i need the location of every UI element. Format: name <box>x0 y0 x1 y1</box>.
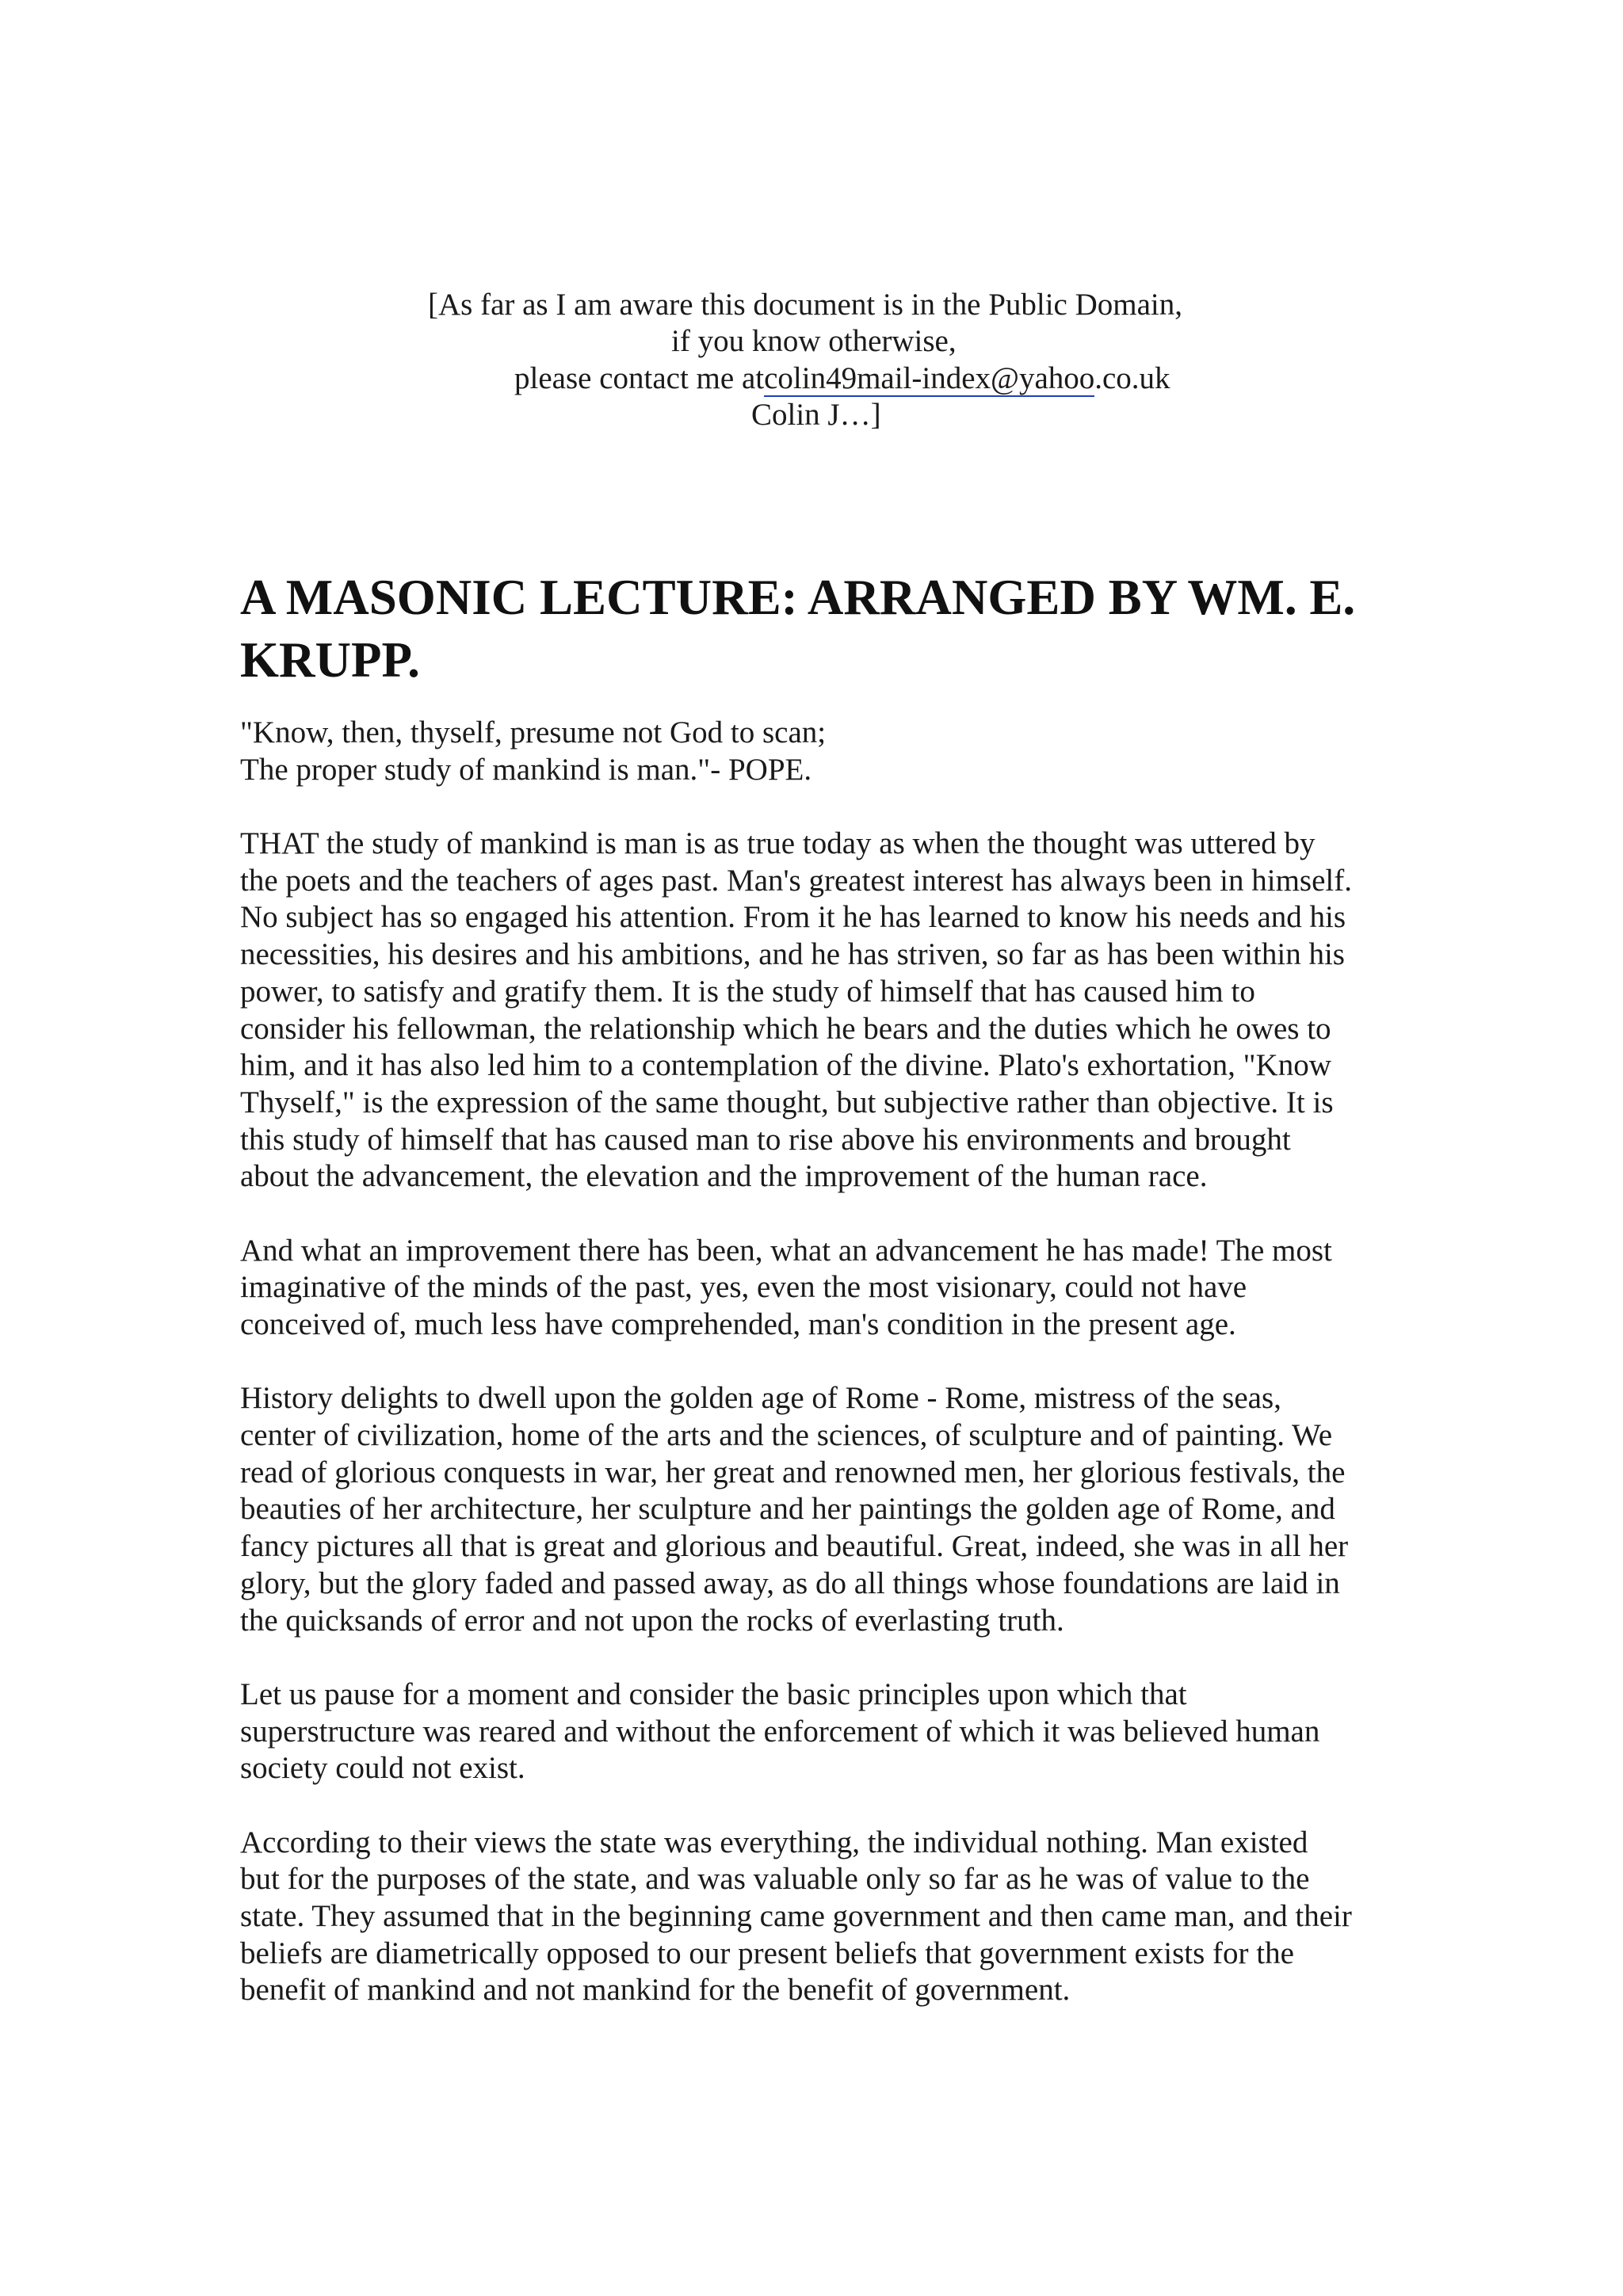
paragraph-line: center of civilization, home of the arts and the sciences, of sculpture and of painting. We <box>240 1418 1333 1453</box>
paragraph-line: According to their views the state was everything, the individual nothing. Man existed <box>240 1825 1308 1859</box>
paragraph-line: the poets and the teachers of ages past. Man's greatest interest has always been in himself. <box>240 863 1352 898</box>
paragraph-line: And what an improvement there has been, what an advancement he has made! The most <box>240 1233 1332 1268</box>
paragraph-line: conceived of, much less have comprehended, man's condition in the present age. <box>240 1307 1236 1341</box>
document-title <box>240 566 1413 692</box>
email-link[interactable]: colin49mail-index@yahoo <box>764 361 1095 395</box>
paragraph-line: fancy pictures all that is great and glorious and beautiful. Great, indeed, she was in all her <box>240 1529 1349 1564</box>
paragraph-line: this study of himself that has caused man to rise above his environments and brought <box>240 1122 1291 1157</box>
paragraph-line: but for the purposes of the state, and was valuable only so far as he was of value to the <box>240 1862 1310 1897</box>
title-line: KRUPP. <box>240 632 420 688</box>
paragraph-line: superstructure was reared and without the enforcement of which it was believed human <box>240 1714 1320 1749</box>
paragraph <box>240 1825 1429 2009</box>
paragraph-line: state. They assumed that in the beginning came government and then came man, and their <box>240 1899 1352 1933</box>
paragraph-line: read of glorious conquests in war, her great and renowned men, her glorious festivals, the <box>240 1455 1346 1489</box>
paragraph-line: him, and it has also led him to a contemplation of the divine. Plato's exhortation, "Know <box>240 1048 1331 1083</box>
paragraph-line: beliefs are diametrically opposed to our present beliefs that government exists for the <box>240 1936 1294 1970</box>
epigraph <box>240 715 1429 788</box>
title-line: A MASONIC LECTURE: ARRANGED BY WM. E. <box>240 570 1356 625</box>
paragraph-line: No subject has so engaged his attention. From it he has learned to know his needs and his <box>240 900 1346 935</box>
paragraph-line: power, to satisfy and gratify them. It is the study of himself that has caused him to <box>240 974 1255 1009</box>
paragraph <box>240 1676 1429 1787</box>
paragraph-line: THAT the study of mankind is man is as true today as when the thought was uttered by <box>240 826 1316 861</box>
notice-contact-line <box>514 360 1170 397</box>
notice-line: [As far as I am aware this document is in the Public Domain, <box>428 288 1183 322</box>
notice-signature: Colin J…] <box>751 398 881 432</box>
epigraph-line: The proper study of mankind is man."- POPE. <box>240 752 812 787</box>
paragraph <box>240 1233 1429 1344</box>
paragraph <box>240 826 1429 1196</box>
epigraph-line: "Know, then, thyself, presume not God to scan; <box>240 715 827 749</box>
paragraph <box>240 1380 1429 1639</box>
paragraph-line: the quicksands of error and not upon the rocks of everlasting truth. <box>240 1603 1064 1638</box>
paragraph-line: imaginative of the minds of the past, yes, even the most visionary, could not have <box>240 1270 1247 1305</box>
notice-contact-suffix: .co.uk <box>1094 361 1170 395</box>
paragraph-line: beauties of her architecture, her sculpture and her paintings the golden age of Rome, and <box>240 1492 1335 1527</box>
document-body <box>240 715 1429 2046</box>
paragraph-line: Thyself," is the expression of the same thought, but subjective rather than objective. It is <box>240 1085 1334 1119</box>
paragraph-line: benefit of mankind and not mankind for the benefit of government. <box>240 1973 1071 2008</box>
notice-line: if you know otherwise, <box>671 324 957 358</box>
paragraph-line: glory, but the glory faded and passed away, as do all things whose foundations are laid in <box>240 1566 1340 1600</box>
paragraph-line: society could not exist. <box>240 1751 525 1786</box>
paragraph-line: necessities, his desires and his ambitions, and he has striven, so far as has been within his <box>240 937 1345 972</box>
paragraph-line: Let us pause for a moment and consider the basic principles upon which that <box>240 1676 1187 1711</box>
notice-contact-prefix: please contact me at <box>514 361 765 395</box>
paragraph-line: History delights to dwell upon the golden age of Rome - Rome, mistress of the seas, <box>240 1381 1281 1416</box>
paragraph-line: about the advancement, the elevation and the improvement of the human race. <box>240 1159 1208 1194</box>
paragraph-line: consider his fellowman, the relationship which he bears and the duties which he owes to <box>240 1011 1331 1046</box>
